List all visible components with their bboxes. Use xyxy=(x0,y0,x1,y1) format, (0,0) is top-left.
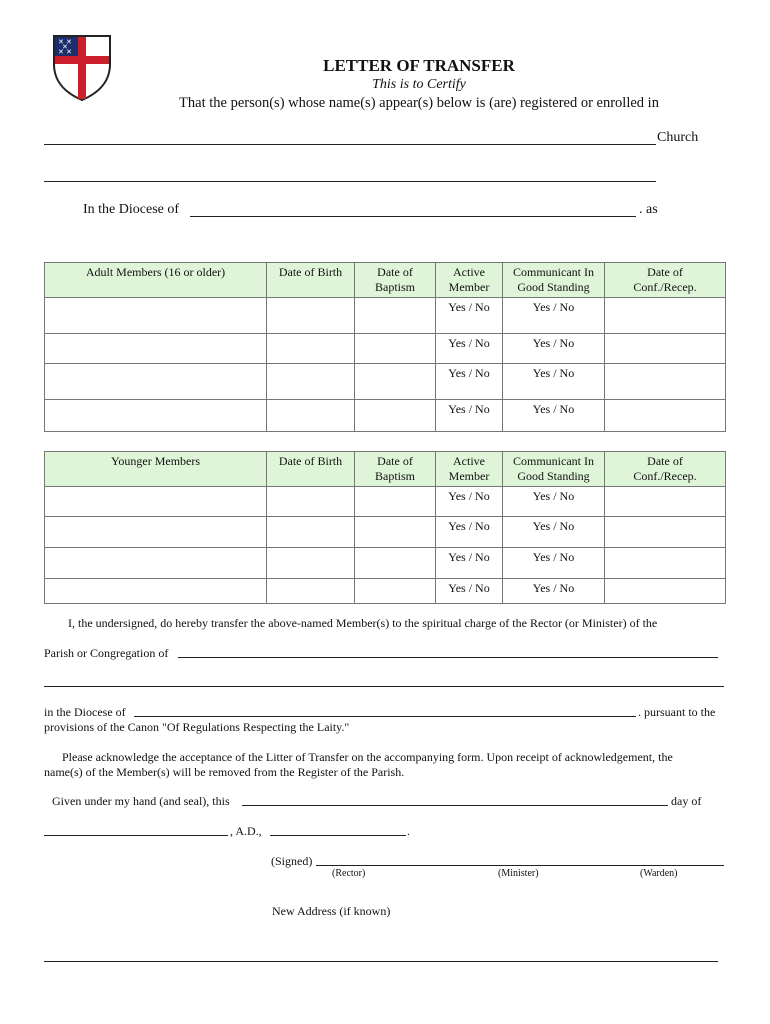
birth-cell[interactable] xyxy=(267,298,355,334)
pursuant-text: . pursuant to the xyxy=(638,705,716,719)
name-cell[interactable] xyxy=(45,548,267,579)
rector-label: (Rector) xyxy=(332,868,366,879)
conf-date-cell[interactable] xyxy=(605,298,726,334)
given-label: Given under my hand (and seal), this xyxy=(52,794,230,808)
active-member-choice[interactable]: Yes / No xyxy=(436,548,503,579)
table-row xyxy=(45,548,726,579)
column-header: Date of Conf./Recep. xyxy=(605,452,726,487)
svg-text:✕: ✕ xyxy=(58,38,64,46)
name-cell[interactable] xyxy=(45,517,267,548)
parish-label: Parish or Congregation of xyxy=(44,646,169,660)
second-diocese-field[interactable] xyxy=(134,716,636,717)
good-standing-choice[interactable]: Yes / No xyxy=(503,400,605,432)
birth-cell[interactable] xyxy=(267,548,355,579)
svg-text:✕: ✕ xyxy=(66,48,72,56)
table-row xyxy=(45,400,726,432)
intro-text: That the person(s) whose name(s) appear(s) below is (are) registered or enrolled in xyxy=(179,95,659,111)
active-member-choice[interactable]: Yes / No xyxy=(436,400,503,432)
ad-text: , A.D., xyxy=(230,824,262,838)
column-header: Date of Baptism xyxy=(355,452,436,487)
new-address-label: New Address (if known) xyxy=(272,904,391,918)
good-standing-choice[interactable]: Yes / No xyxy=(503,548,605,579)
active-member-choice[interactable]: Yes / No xyxy=(436,334,503,364)
baptism-cell[interactable] xyxy=(355,298,436,334)
svg-text:✕: ✕ xyxy=(58,48,64,56)
birth-cell[interactable] xyxy=(267,579,355,604)
conf-date-cell[interactable] xyxy=(605,334,726,364)
church-address-field[interactable] xyxy=(44,181,656,182)
name-cell[interactable] xyxy=(45,364,267,400)
second-diocese-label: in the Diocese of xyxy=(44,705,126,719)
birth-cell[interactable] xyxy=(267,517,355,548)
baptism-cell[interactable] xyxy=(355,579,436,604)
good-standing-choice[interactable]: Yes / No xyxy=(503,298,605,334)
table-row xyxy=(45,579,726,604)
name-cell[interactable] xyxy=(45,400,267,432)
good-standing-choice[interactable]: Yes / No xyxy=(503,487,605,517)
conf-date-cell[interactable] xyxy=(605,487,726,517)
good-standing-choice[interactable]: Yes / No xyxy=(503,334,605,364)
column-header: Active Member xyxy=(436,452,503,487)
table-header-row xyxy=(45,452,726,487)
birth-cell[interactable] xyxy=(267,334,355,364)
active-member-choice[interactable]: Yes / No xyxy=(436,298,503,334)
baptism-cell[interactable] xyxy=(355,487,436,517)
active-member-choice[interactable]: Yes / No xyxy=(436,517,503,548)
day-of-text: day of xyxy=(671,794,702,808)
baptism-cell[interactable] xyxy=(355,334,436,364)
birth-cell[interactable] xyxy=(267,364,355,400)
baptism-cell[interactable] xyxy=(355,364,436,400)
parish-field-continued[interactable] xyxy=(44,686,724,687)
table-row xyxy=(45,298,726,334)
diocese-label: In the Diocese of xyxy=(83,202,180,217)
table-row xyxy=(45,334,726,364)
church-name-field[interactable] xyxy=(44,144,656,145)
name-cell[interactable] xyxy=(45,579,267,604)
table-row xyxy=(45,517,726,548)
conf-date-cell[interactable] xyxy=(605,548,726,579)
acknowledge-text-2: name(s) of the Member(s) will be removed from the Register of the Parish. xyxy=(44,765,405,779)
younger-members-table xyxy=(44,451,726,604)
name-cell[interactable] xyxy=(45,334,267,364)
active-member-choice[interactable]: Yes / No xyxy=(436,487,503,517)
document-subtitle: This is to Certify xyxy=(372,77,466,92)
column-header: Younger Members xyxy=(45,452,267,487)
baptism-cell[interactable] xyxy=(355,517,436,548)
table-row xyxy=(45,364,726,400)
active-member-choice[interactable]: Yes / No xyxy=(436,364,503,400)
warden-label: (Warden) xyxy=(640,868,678,879)
diocese-suffix: . as xyxy=(639,202,658,217)
birth-cell[interactable] xyxy=(267,487,355,517)
conf-date-cell[interactable] xyxy=(605,400,726,432)
baptism-cell[interactable] xyxy=(355,400,436,432)
table-header-row xyxy=(45,263,726,298)
church-suffix: Church xyxy=(657,130,699,145)
diocese-field[interactable] xyxy=(190,216,636,217)
good-standing-choice[interactable]: Yes / No xyxy=(503,579,605,604)
given-day-field[interactable] xyxy=(242,805,668,806)
column-header: Date of Baptism xyxy=(355,263,436,298)
conf-date-cell[interactable] xyxy=(605,517,726,548)
ad-end-text: . xyxy=(407,824,410,838)
column-header: Adult Members (16 or older) xyxy=(45,263,267,298)
table-row xyxy=(45,487,726,517)
conf-date-cell[interactable] xyxy=(605,364,726,400)
column-header: Date of Birth xyxy=(267,452,355,487)
birth-cell[interactable] xyxy=(267,400,355,432)
active-member-choice[interactable]: Yes / No xyxy=(436,579,503,604)
column-header: Communicant In Good Standing xyxy=(503,452,605,487)
adult-members-table xyxy=(44,262,726,432)
minister-label: (Minister) xyxy=(498,868,539,879)
conf-date-cell[interactable] xyxy=(605,579,726,604)
signature-field[interactable] xyxy=(316,865,724,866)
column-header: Active Member xyxy=(436,263,503,298)
new-address-field[interactable] xyxy=(44,961,718,962)
signed-label: (Signed) xyxy=(271,854,313,868)
acknowledge-text-1: Please acknowledge the acceptance of the Litter of Transfer on the accompanying form. Upon receipt of acknowledgement, the xyxy=(62,750,673,764)
parish-field[interactable] xyxy=(178,657,718,658)
month-field[interactable] xyxy=(44,835,228,836)
column-header: Date of Conf./Recep. xyxy=(605,263,726,298)
name-cell[interactable] xyxy=(45,487,267,517)
year-field[interactable] xyxy=(270,835,406,836)
good-standing-choice[interactable]: Yes / No xyxy=(503,364,605,400)
name-cell[interactable] xyxy=(45,298,267,334)
canon-text: provisions of the Canon "Of Regulations Respecting the Laity." xyxy=(44,720,350,734)
baptism-cell[interactable] xyxy=(355,548,436,579)
transfer-statement: I, the undersigned, do hereby transfer the above-named Member(s) to the spiritual charge of the Rector (or Minister) of the xyxy=(68,616,658,630)
document-title: LETTER OF TRANSFER xyxy=(323,56,515,75)
column-header: Date of Birth xyxy=(267,263,355,298)
svg-text:✕: ✕ xyxy=(62,43,68,51)
svg-text:✕: ✕ xyxy=(66,38,72,46)
column-header: Communicant In Good Standing xyxy=(503,263,605,298)
good-standing-choice[interactable]: Yes / No xyxy=(503,517,605,548)
